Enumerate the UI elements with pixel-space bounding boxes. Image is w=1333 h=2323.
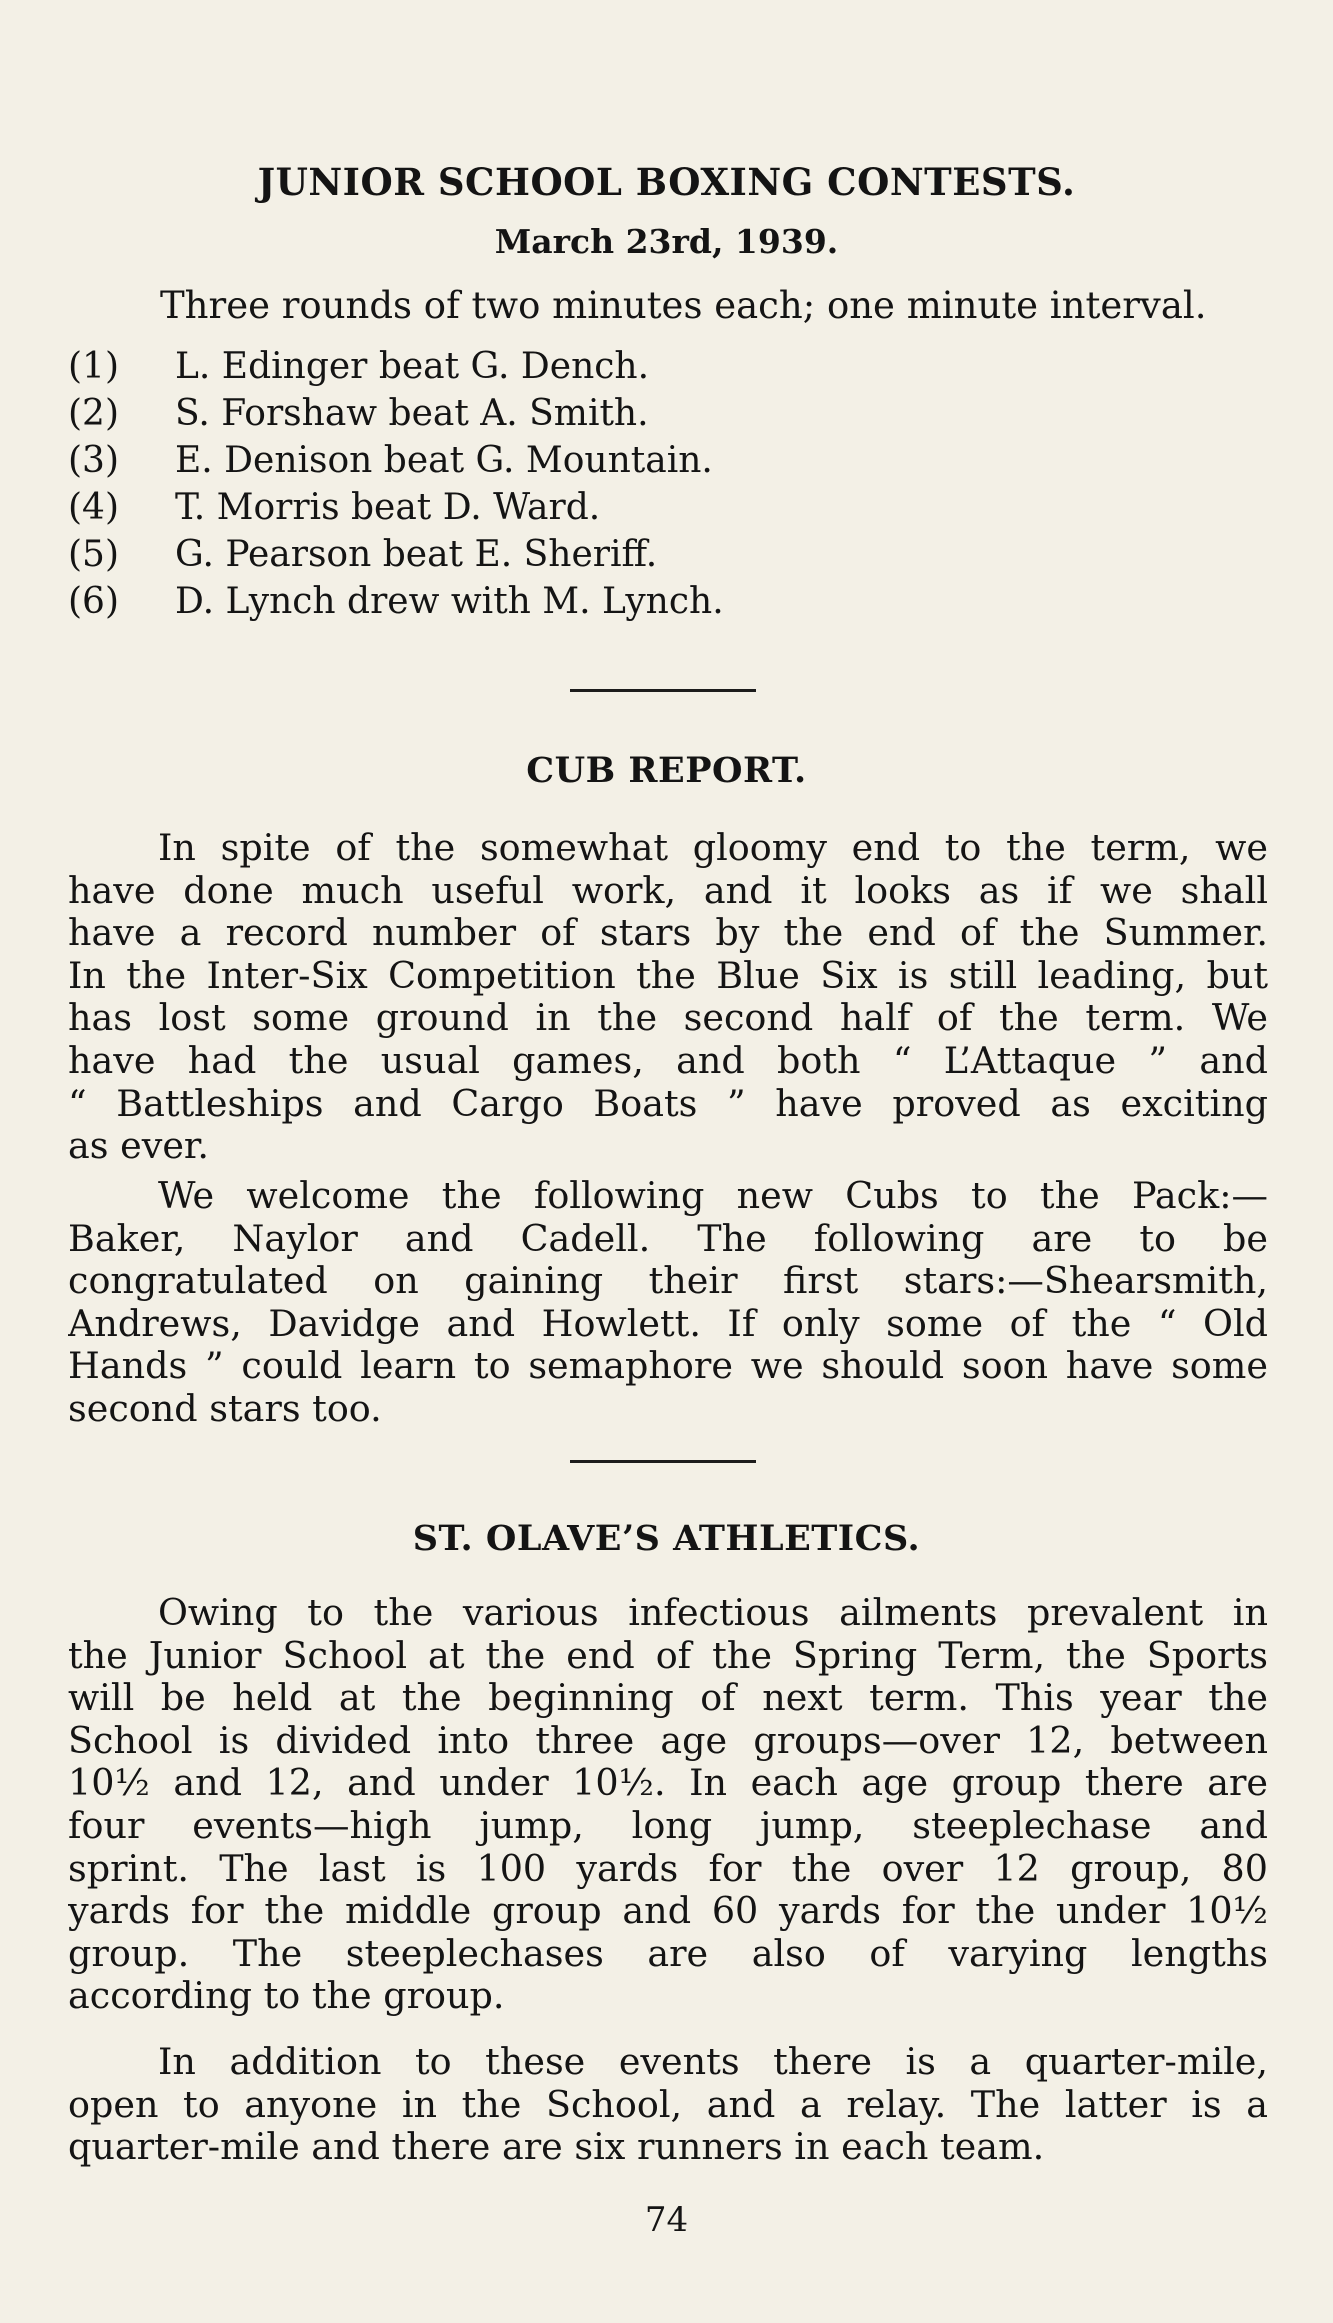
bout-number: (6) — [68, 581, 119, 622]
text-line: “ Battleships and Cargo Boats ” have proved as exciting — [68, 1082, 1268, 1125]
text-line: quarter-mile and there are six runners in each team. — [68, 2126, 1045, 2169]
text-line: 10½ and 12, and under 10½. In each age group there are — [68, 1762, 1268, 1805]
text-line: sprint. The last is 100 yards for the over 12 group, 80 — [68, 1847, 1268, 1890]
bout-number: (5) — [68, 534, 119, 575]
bout-number: (1) — [68, 346, 119, 387]
bout-number: (4) — [68, 487, 119, 528]
text-line: In the Inter-Six Competition the Blue Six is still leading, but — [68, 954, 1268, 997]
text-line: In spite of the somewhat gloomy end to the term, we — [158, 827, 1268, 869]
athletics-paragraph-2 — [68, 2041, 1268, 2169]
boxing-rules: Three rounds of two minutes each; one minute interval. — [160, 284, 1207, 327]
text-line: group. The steeplechases are also of varying lengths — [68, 1932, 1268, 1975]
text-line: second stars too. — [68, 1387, 382, 1430]
athletics-paragraph-1 — [68, 1592, 1268, 2018]
text-line: have done much useful work, and it looks as if we shall — [68, 869, 1268, 912]
text-line: according to the group. — [68, 1975, 505, 2018]
boxing-title: JUNIOR SCHOOL BOXING CONTESTS. — [257, 160, 1076, 204]
text-line: the Junior School at the end of the Spring Term, the Sports — [68, 1634, 1268, 1677]
text-line: yards for the middle group and 60 yards for the under 10½ — [68, 1890, 1268, 1933]
text-line: has lost some ground in the second half of the term. We — [68, 997, 1268, 1040]
text-line: have a record number of stars by the end of the Summer. — [68, 912, 1268, 955]
cub-title: CUB REPORT. — [526, 750, 807, 791]
bout-result: L. Edinger beat G. Dench. — [175, 346, 650, 387]
section-divider — [570, 1460, 756, 1463]
bout-result: T. Morris beat D. Ward. — [175, 487, 601, 528]
bout-number: (3) — [68, 440, 119, 481]
text-line: Owing to the various infectious ailments prevalent in — [158, 1592, 1268, 1634]
text-line: have had the usual games, and both “ L’Attaque ” and — [68, 1039, 1268, 1082]
text-line: as ever. — [68, 1125, 209, 1168]
boxing-date: March 23rd, 1939. — [494, 222, 839, 261]
section-divider — [570, 689, 756, 692]
text-line: Baker, Naylor and Cadell. The following are to be — [68, 1217, 1268, 1260]
text-line: School is divided into three age groups—over 12, between — [68, 1719, 1268, 1762]
page-number: 74 — [644, 2200, 689, 2240]
text-line: four events—high jump, long jump, steeplechase and — [68, 1804, 1268, 1847]
text-line: Hands ” could learn to semaphore we should soon have some — [68, 1345, 1268, 1388]
bout-result: S. Forshaw beat A. Smith. — [175, 393, 649, 434]
bout-result: D. Lynch drew with M. Lynch. — [175, 581, 724, 622]
text-line: In addition to these events there is a quarter-mile, — [158, 2041, 1268, 2083]
text-line: open to anyone in the School, and a relay. The latter is a — [68, 2083, 1268, 2126]
cub-paragraph-2 — [68, 1175, 1268, 1431]
text-line: congratulated on gaining their first stars:—Shearsmith, — [68, 1260, 1268, 1303]
bout-result: E. Denison beat G. Mountain. — [175, 440, 713, 481]
bout-number: (2) — [68, 393, 119, 434]
text-line: Andrews, Davidge and Howlett. If only some of the “ Old — [68, 1302, 1268, 1345]
bout-result: G. Pearson beat E. Sheriff. — [175, 534, 658, 575]
athletics-title: ST. OLAVE’S ATHLETICS. — [412, 1518, 921, 1559]
text-line: will be held at the beginning of next term. This year the — [68, 1677, 1268, 1720]
cub-paragraph-1 — [68, 827, 1268, 1168]
text-line: We welcome the following new Cubs to the Pack:— — [158, 1175, 1268, 1217]
